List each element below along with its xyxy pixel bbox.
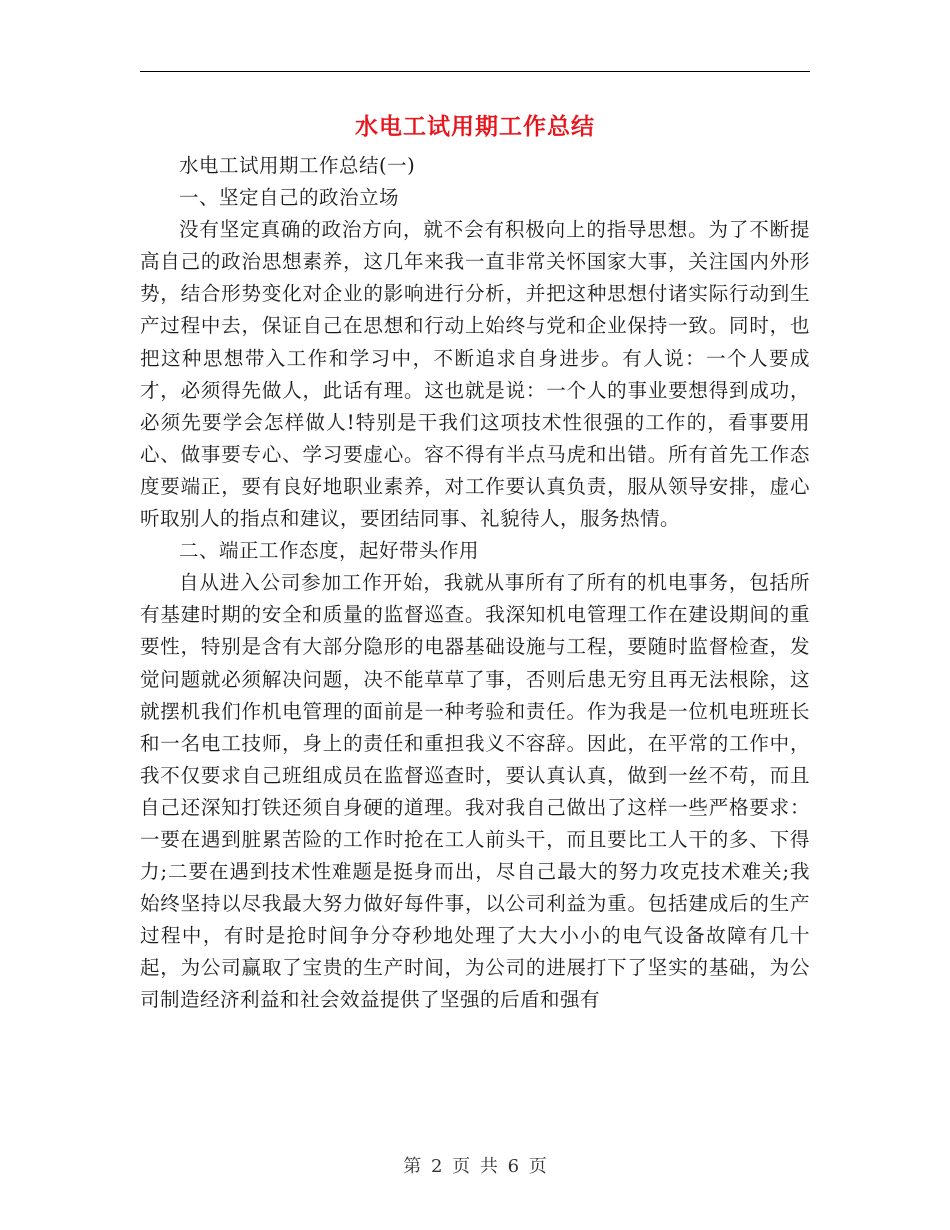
subsection-heading: 二、端正工作态度，起好带头作用 [179, 539, 480, 563]
section-heading: 水电工试用期工作总结(一) [179, 154, 416, 177]
page-number: 第 2 页 共 6 页 [403, 1156, 547, 1177]
document-title: 水电工试用期工作总结 [355, 113, 595, 140]
body-paragraph: 自从进入公司参加工作开始，我就从事所有了所有的机电事务，包括所有基建时期的安全和质量的监督巡查。我深知机电管理工作在建设期间的重要性，特别是含有大部分隐形的电器基础设施与工程，要随时监督检查，发觉问题就必须解决问题，决不能草草了事，否则后患无穷且再无法根除，这就摆机我们作机电管理的面前是一种考验和责任。作为我是一位机电班班长和一名电工技师，身上的责任和重担我义不容辞。因此，在平常的工作中，我不仅要求自己班组成员在监督巡查时，要认真认真，做到一丝不苟，而且自己还深知打铁还须自身硬的道理。我对我自己做出了这样一些严格要求：一要在遇到脏累苦险的工作时抢在工人前头干，而且要比工人干的多、下得力;二要在遇到技术性难题是挺身而出，尽自己最大的努力攻克技术难关;我始终坚持以尽我最大努力做好每件事，以公司利益为重。包括建成后的生产过程中，有时是抢时间争分夺秒地处理了大大小小的电气设备故障有几十起，为公司赢取了宝贵的生产时间，为公司的进展打下了坚实的基础，为公司制造经济利益和社会效益提供了坚强的后盾和强有 [140, 571, 810, 1012]
document-body [140, 150, 810, 1017]
header-rule [140, 71, 810, 72]
body-paragraph: 没有坚定真确的政治方向，就不会有积极向上的指导思想。为了不断提高自己的政治思想素养，这几年来我一直非常关怀国家大事，关注国内外形势，结合形势变化对企业的影响进行分析，并把这种思想付诸实际行动到生产过程中去，保证自己在思想和行动上始终与党和企业保持一致。同时，也把这种思想带入工作和学习中，不断追求自身进步。有人说：一个人要成才，必须得先做人，此话有理。这也就是说：一个人的事业要想得到成功，必须先要学会怎样做人!特别是干我们这项技术性很强的工作的，看事要用心、做事要专心、学习要虚心。容不得有半点马虎和出错。所有首先工作态度要端正，要有良好地职业素养，对工作要认真负责，服从领导安排，虚心听取别人的指点和建议，要团结同事、礼貌待人，服务热情。 [140, 218, 810, 531]
subsection-heading: 一、坚定自己的政治立场 [179, 186, 400, 210]
